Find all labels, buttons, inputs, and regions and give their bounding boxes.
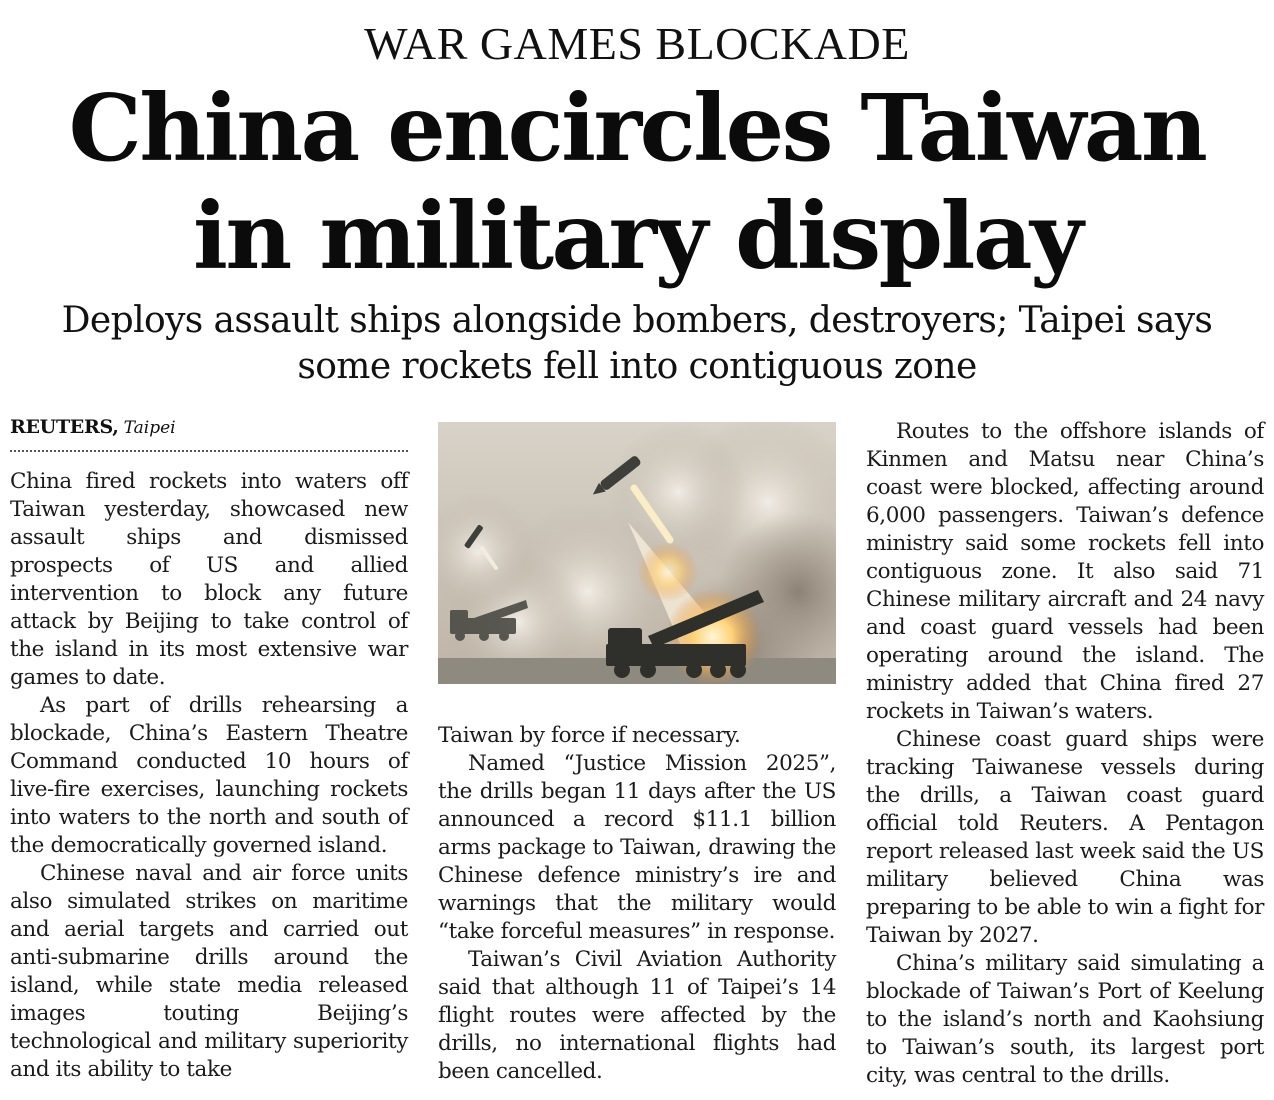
article-column-1 [10, 468, 408, 1084]
subheadline [0, 298, 1274, 390]
subheadline-line-2: some rockets fell into contiguous zone [297, 346, 977, 387]
article-column-3 [866, 418, 1264, 1090]
paragraph: Chinese coast guard ships were tracking Taiwanese vessels during the drills, a Taiwan coast guard official told Reuters. A Pentagon report released last week said the US military believed China was preparing to be able to win a fight for Taiwan by 2027. [866, 727, 1264, 948]
kicker: WAR GAMES BLOCKADE [364, 18, 910, 69]
paragraph: Chinese naval and air force units also simulated strikes on maritime and aerial targets and carried out anti-submarine drills around the island, while state media released images touting Beijing’s technological and military superiority and its ability to take [10, 861, 408, 1082]
rocket-launch-photo [438, 422, 836, 684]
headline-line-2: in military display [192, 182, 1082, 290]
byline-agency: REUTERS, [10, 416, 119, 438]
byline [10, 416, 408, 452]
byline-place: Taipei [123, 418, 176, 438]
subheadline-line-1: Deploys assault ships alongside bombers, destroyers; Taipei says [61, 300, 1213, 341]
paragraph: Named “Justice Mission 2025”, the drills began 11 days after the US announced a record $11.1 billion arms package to Taiwan, drawing the Chinese defence ministry’s ire and warnings that the military would “take forceful measures” in response. [438, 751, 836, 944]
paragraph: As part of drills rehearsing a blockade, China’s Eastern Theatre Command conducted 10 hours of live-fire exercises, launching rockets into waters to the north and south of the democratically governed island. [10, 693, 408, 858]
paragraph: China’s military said simulating a blockade of Taiwan’s Port of Keelung to the island’s north and Kaohsiung to Taiwan’s south, its largest port city, was central to the drills. [866, 951, 1264, 1088]
paragraph: Taiwan’s Civil Aviation Authority said that although 11 of Taipei’s 14 flight routes were affected by the drills, no international flights had been cancelled. [438, 947, 836, 1084]
headline [0, 74, 1274, 290]
paragraph: Routes to the offshore islands of Kinmen and Matsu near China’s coast were blocked, affecting around 6,000 passengers. Taiwan’s defence ministry said some rockets fell into contiguous zone. It also said 71 Chinese military aircraft and 24 navy and coast guard vessels had been operating around the island. The ministry added that China fired 27 rockets in Taiwan’s waters. [866, 419, 1264, 724]
paragraph: Taiwan by force if necessary. [438, 723, 741, 748]
paragraph: China fired rockets into waters off Taiwan yesterday, showcased new assault ships and dismissed prospects of US and allied intervention to block any future attack by Beijing to take control of the island in its most extensive war games to date. [10, 469, 408, 690]
headline-line-1: China encircles Taiwan [68, 74, 1206, 182]
article-column-2 [438, 722, 836, 1086]
